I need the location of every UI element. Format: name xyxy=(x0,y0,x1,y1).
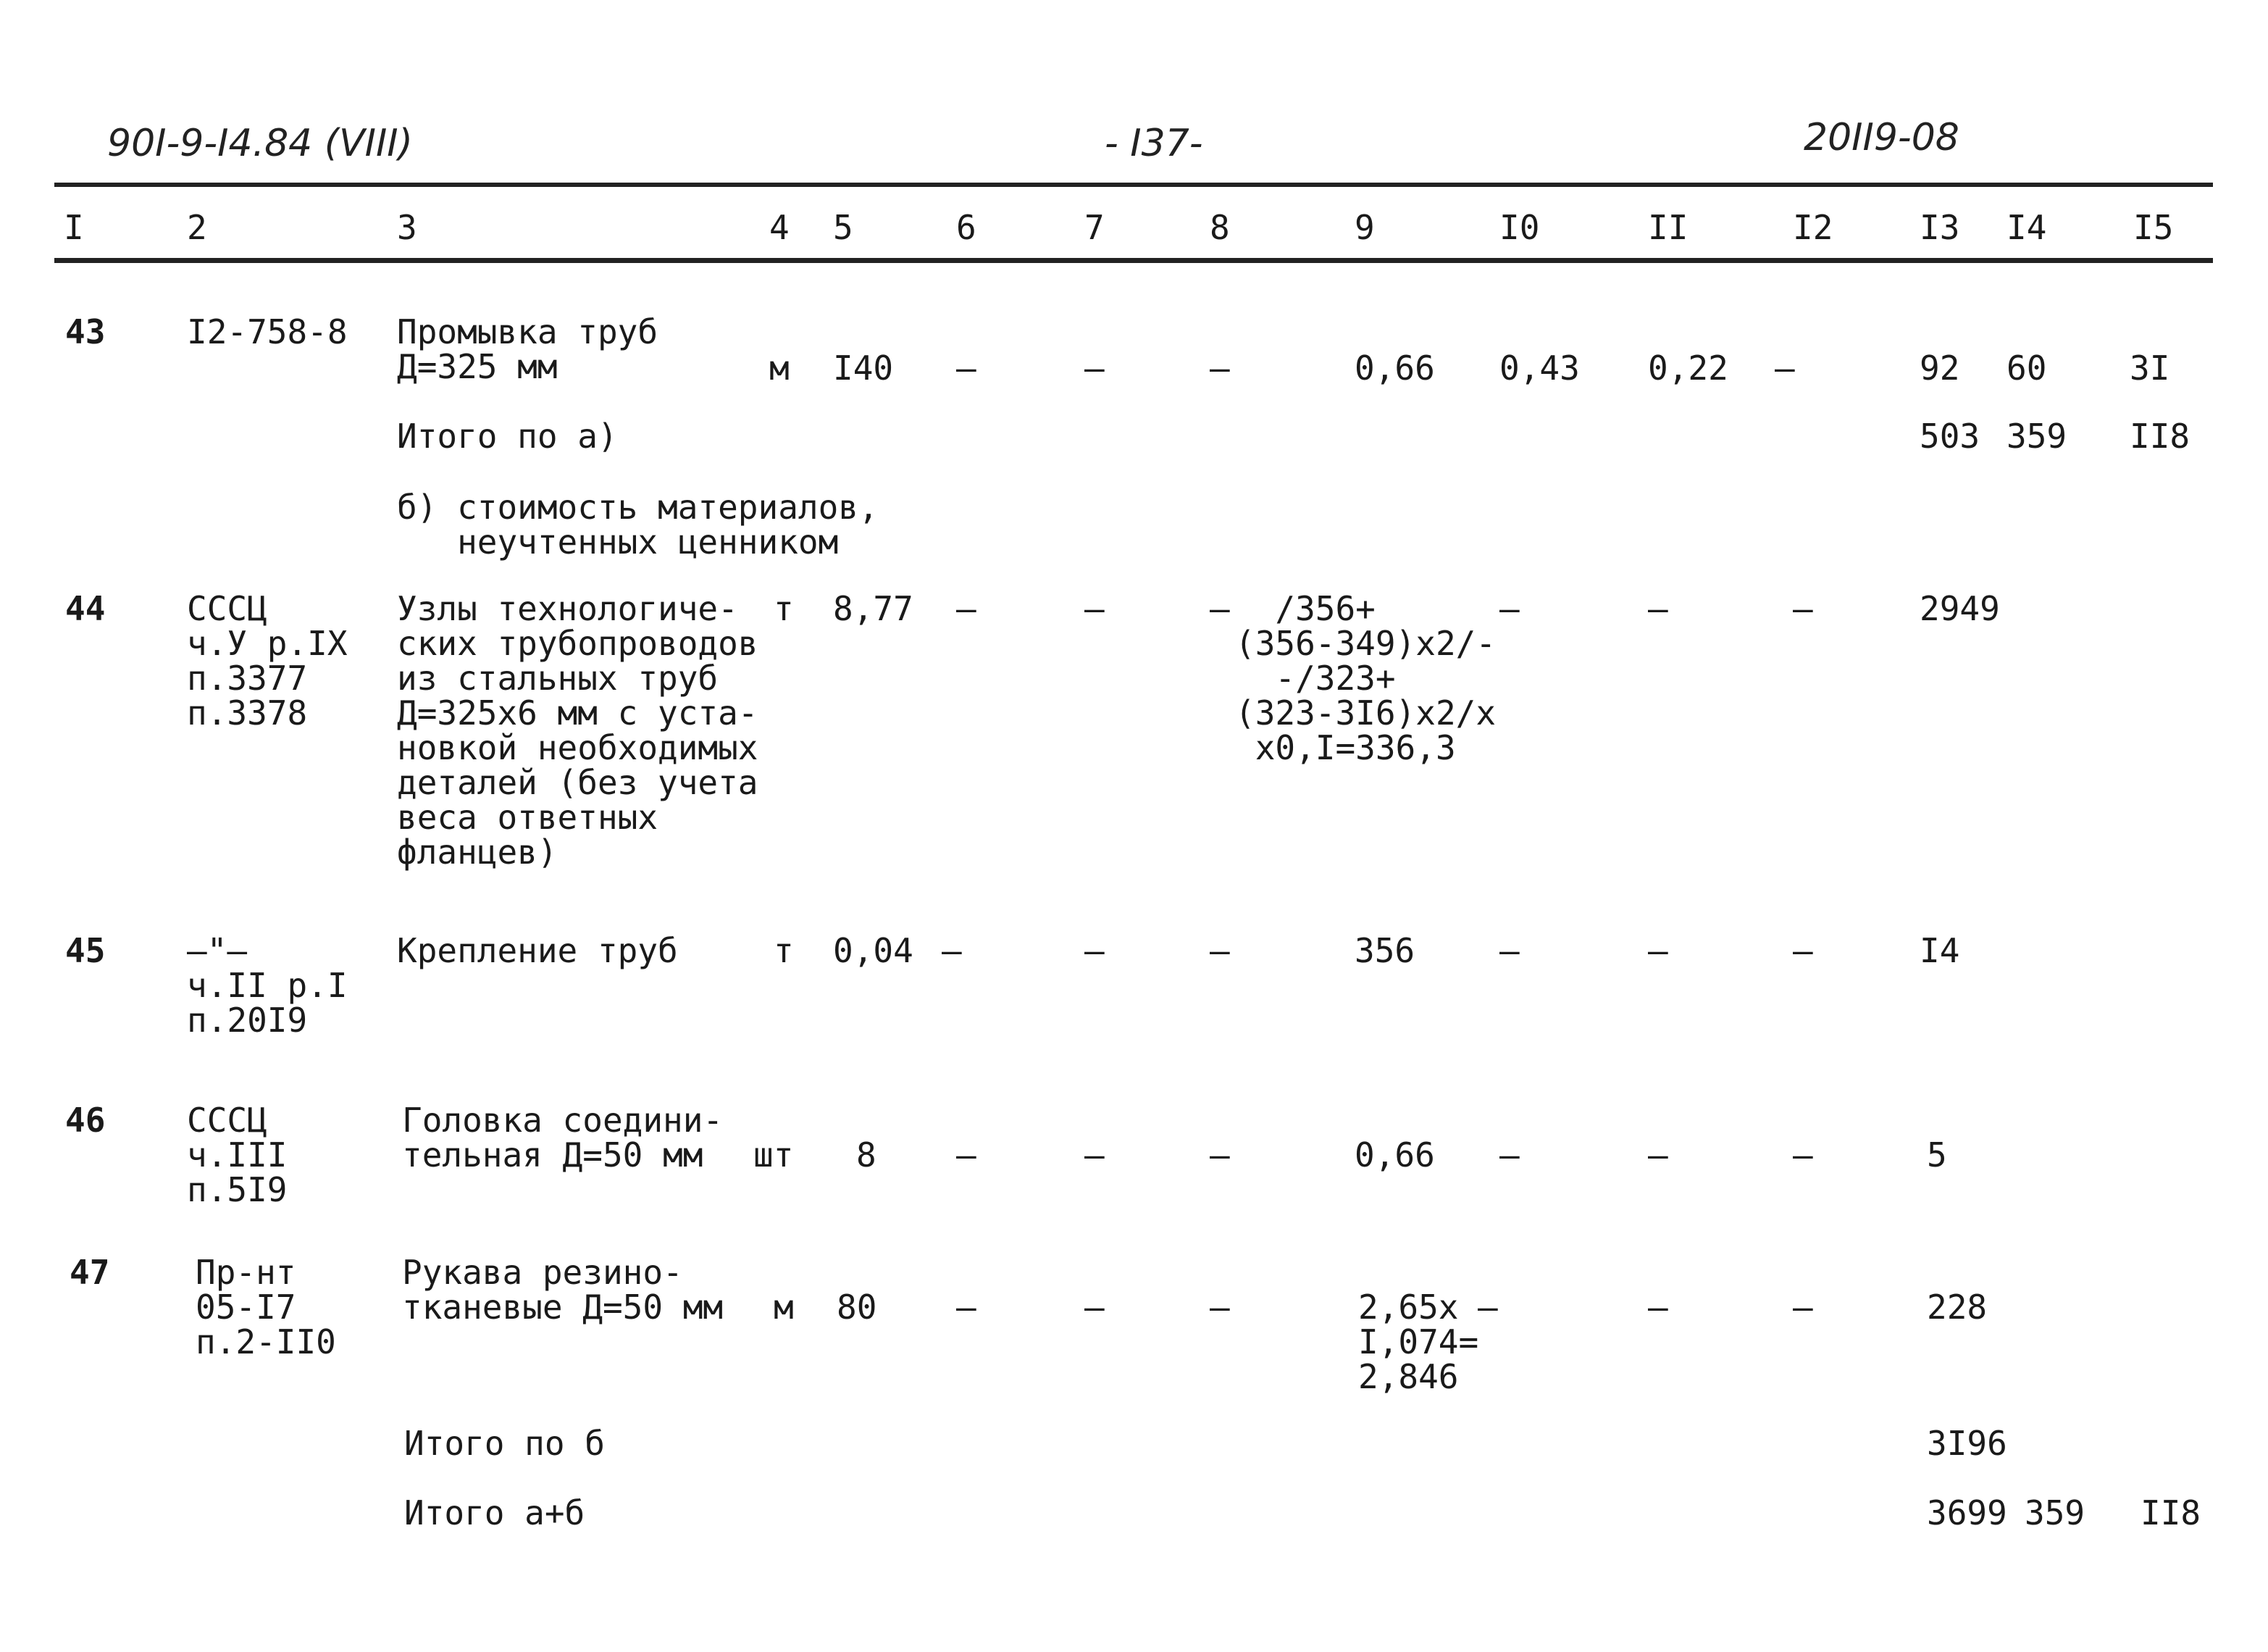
unit: шт xyxy=(753,1135,794,1175)
col7-value: – xyxy=(1084,589,1105,628)
subtotal-a-col14: 359 xyxy=(2007,417,2067,456)
col7-value: – xyxy=(1084,931,1105,970)
col6-value: – xyxy=(956,589,976,628)
col10-value: 0,43 xyxy=(1499,349,1580,388)
row-number: 44 xyxy=(65,589,106,628)
row-number: 47 xyxy=(70,1253,110,1292)
quantity: 80 xyxy=(837,1288,877,1327)
col15-value: 3I xyxy=(2130,349,2170,388)
col13-value: 5 xyxy=(1927,1135,1947,1175)
col9-value: 0,66 xyxy=(1355,1135,1435,1175)
work-description: Узлы технологиче- ских трубопроводов из стальных труб Д=325х6 мм с уста- новкой необходимых деталей (без учета веса ответных фланцев) xyxy=(397,589,758,872)
col6-value: – xyxy=(956,349,976,388)
col13-value: I4 xyxy=(1920,931,1960,970)
col9-value: 0,66 xyxy=(1355,349,1435,388)
col10-value: – xyxy=(1499,931,1520,970)
column-header-8: 8 xyxy=(1210,208,1230,247)
column-header-1: I xyxy=(64,208,84,247)
work-description: Крепление труб xyxy=(397,931,678,970)
col8-value: – xyxy=(1210,349,1230,388)
row-number: 46 xyxy=(65,1101,106,1140)
column-header-4: 4 xyxy=(769,208,790,247)
col6-value: – xyxy=(956,1135,976,1175)
unit: т xyxy=(774,589,794,628)
col7-value: – xyxy=(1084,349,1105,388)
work-description: Промывка труб Д=325 мм xyxy=(397,312,658,386)
col11-value: – xyxy=(1648,589,1668,628)
col11-value: – xyxy=(1648,1288,1668,1327)
col12-value: – xyxy=(1793,589,1813,628)
row-number: 45 xyxy=(65,931,106,970)
quantity: 8 xyxy=(856,1135,876,1175)
column-header-15: I5 xyxy=(2133,208,2174,247)
column-header-14: I4 xyxy=(2007,208,2047,247)
column-header-12: I2 xyxy=(1793,208,1833,247)
col10-value: – xyxy=(1478,1288,1498,1327)
unit: т xyxy=(774,931,794,970)
column-header-5: 5 xyxy=(833,208,853,247)
col13-value: 2949 xyxy=(1920,589,2000,628)
price-code: Пр-нт 05-I7 п.2-II0 xyxy=(196,1253,336,1361)
quantity: 8,77 xyxy=(833,589,913,628)
col10-value: – xyxy=(1499,589,1520,628)
col8-value: – xyxy=(1210,589,1230,628)
work-description: Рукава резино- тканевые Д=50 мм xyxy=(402,1253,724,1327)
col12-value: – xyxy=(1775,349,1795,388)
price-code: СССЦ ч.У р.IX п.3377 п.3378 xyxy=(187,589,348,733)
section-b-heading: б) стоимость материалов, неучтенных ценником xyxy=(397,488,879,562)
total-col15: II8 xyxy=(2141,1493,2201,1532)
col13-value: 228 xyxy=(1927,1288,1988,1327)
document-code: 90I-9-I4.84 (VIII) xyxy=(107,122,413,165)
page-number: - I37- xyxy=(1105,122,1203,165)
col9-value: 356 xyxy=(1355,931,1415,970)
header-bottom-rule xyxy=(54,258,2213,263)
total-col14: 359 xyxy=(2025,1493,2085,1532)
price-code: –"– ч.II р.I п.20I9 xyxy=(187,931,348,1040)
inventory-number: 20II9-08 xyxy=(1804,116,1959,159)
row-number: 43 xyxy=(65,312,106,351)
unit: м xyxy=(769,349,790,388)
col11-value: – xyxy=(1648,931,1668,970)
price-code: I2-758-8 xyxy=(187,312,348,351)
column-header-7: 7 xyxy=(1084,208,1105,247)
col8-value: – xyxy=(1210,1288,1230,1327)
col8-value: – xyxy=(1210,1135,1230,1175)
column-header-3: 3 xyxy=(397,208,417,247)
col9-calculation: /356+ (356-349)х2/- -/323+ (323-3I6)х2/х х0,I=336,3 xyxy=(1235,589,1497,767)
col14-value: 60 xyxy=(2007,349,2047,388)
col12-value: – xyxy=(1793,931,1813,970)
col8-value: – xyxy=(1210,931,1230,970)
header-top-rule xyxy=(54,183,2213,187)
total-label: Итого а+б xyxy=(404,1493,585,1532)
col12-value: – xyxy=(1793,1288,1813,1327)
total-col13: 3699 xyxy=(1927,1493,2007,1532)
quantity: I40 xyxy=(833,349,894,388)
column-header-6: 6 xyxy=(956,208,976,247)
subtotal-b-col13: 3I96 xyxy=(1927,1424,2007,1463)
column-header-13: I3 xyxy=(1920,208,1960,247)
subtotal-b-label: Итого по б xyxy=(404,1424,605,1463)
col6-value: – xyxy=(956,1288,976,1327)
col7-value: – xyxy=(1084,1288,1105,1327)
price-code: СССЦ ч.III п.5I9 xyxy=(187,1101,288,1209)
column-header-9: 9 xyxy=(1355,208,1375,247)
column-header-10: I0 xyxy=(1499,208,1540,247)
col13-value: 92 xyxy=(1920,349,1960,388)
col9-calculation: 2,65х I,074= 2,846 xyxy=(1358,1288,1479,1396)
subtotal-a-col15: II8 xyxy=(2130,417,2190,456)
work-description: Головка соедини- тельная Д=50 мм xyxy=(402,1101,724,1175)
unit: м xyxy=(774,1288,794,1327)
col7-value: – xyxy=(1084,1135,1105,1175)
col11-value: – xyxy=(1648,1135,1668,1175)
column-header-11: II xyxy=(1648,208,1689,247)
col10-value: – xyxy=(1499,1135,1520,1175)
quantity: 0,04 xyxy=(833,931,913,970)
column-header-2: 2 xyxy=(187,208,207,247)
col11-value: 0,22 xyxy=(1648,349,1728,388)
col6-value: – xyxy=(942,931,962,970)
col12-value: – xyxy=(1793,1135,1813,1175)
subtotal-a-col13: 503 xyxy=(1920,417,1980,456)
subtotal-a-label: Итого по а) xyxy=(397,417,618,456)
